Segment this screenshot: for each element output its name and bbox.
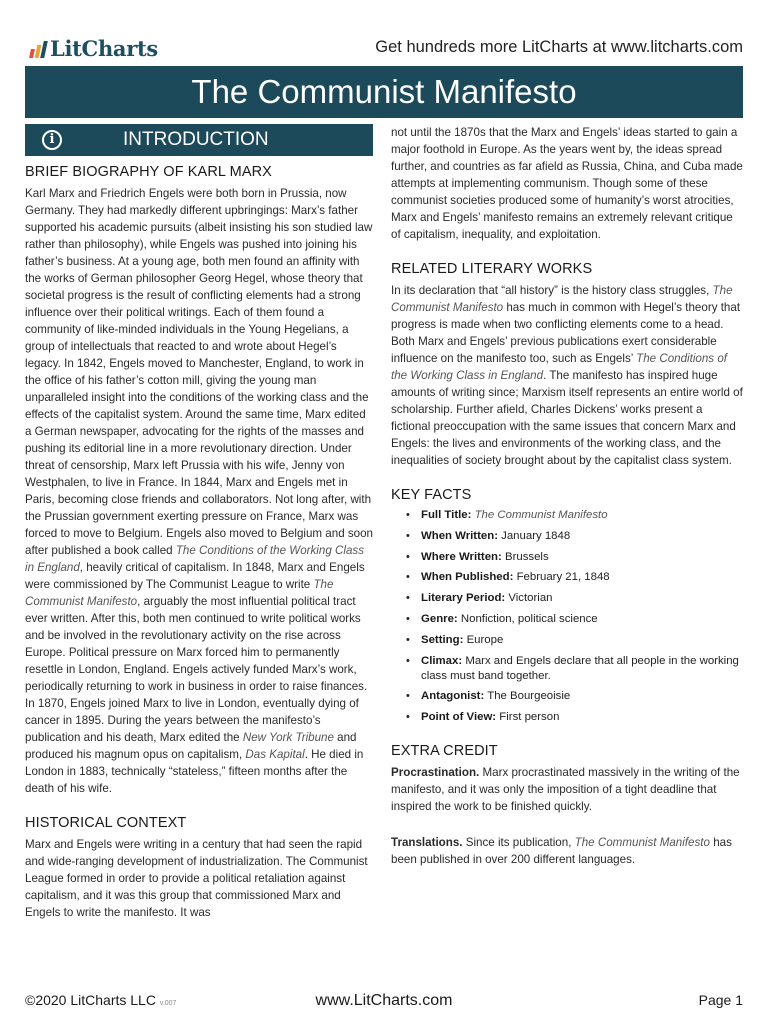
key-fact-item: • When Published: February 21, 1848 [403, 570, 743, 585]
footer [25, 992, 743, 1012]
introduction-banner [25, 124, 373, 156]
footer-page-number: Page 1 [698, 992, 743, 1008]
introduction-title: INTRODUCTION [123, 129, 269, 150]
key-fact-item: • Genre: Nonfiction, political science [403, 612, 743, 627]
key-fact-item: • Full Title: The Communist Manifesto [403, 508, 743, 523]
key-facts-heading: KEY FACTS [391, 487, 472, 503]
key-fact-item: • Point of View: First person [403, 710, 743, 725]
historical-section [25, 815, 373, 921]
footer-copyright: ©2020 LitCharts LLC v.007 [25, 992, 177, 1008]
litcharts-logo[interactable] [30, 36, 158, 61]
logo-text: LitCharts [50, 36, 158, 61]
right-column [391, 124, 743, 886]
historical-continued [391, 124, 743, 243]
left-column [25, 124, 373, 939]
related-heading: RELATED LITERARY WORKS [391, 261, 593, 277]
header-tagline: Get hundreds more LitCharts at www.litcharts.com [375, 38, 743, 56]
extra-credit-procrastination: Procrastination. Marx procrastinated massively in the writing of the manifesto, and it was only the imposition of a tight deadline that inspired the work to be finished quickly. [391, 766, 740, 814]
related-text: In its declaration that “all history” is the history class struggles, The Communist Manifesto has much in common with Hegel’s theory that progress is made when two conflicting elements come to a head. Both Marx and Engels’ previous publications exert considerable influence on the manifesto too, such as Engels’ The Conditions of the Working Class in England. The manifesto has inspired huge amounts of writing since; Marxism itself represents an entire world of scholarship. Further afield, Charles Dickens’ works present a fictional preoccupation with the same issues that concern Marx and Engels: the lives and environments of the working class, and the inequalities of society brought about by the capitalist class system. [391, 284, 743, 467]
key-facts-section [391, 487, 743, 725]
key-facts-list [403, 508, 743, 725]
related-section [391, 261, 743, 469]
historical-text-continued: not until the 1870s that the Marx and Engels’ ideas started to gain a major foothold in Europe. As the years went by, the ideas spread further, and countries as far afield as Russia, China, and Cuba made attempts at implementing communism. Though some of these communist societies produced some of humanity’s worst atrocities, Marx and Engels’ manifesto remains an extremely relevant critique of capitalism, inequality, and exploitation. [391, 126, 743, 241]
key-fact-item: • When Written: January 1848 [403, 529, 743, 544]
extra-credit-section [391, 743, 743, 868]
key-fact-item: • Setting: Europe [403, 633, 743, 648]
footer-site-link[interactable]: www.LitCharts.com [315, 992, 453, 1009]
document-title: The Communist Manifesto [25, 66, 743, 118]
key-fact-item: • Where Written: Brussels [403, 550, 743, 565]
key-fact-item: • Climax: Marx and Engels declare that all people in the working class must band together. [403, 654, 743, 684]
biography-section [25, 164, 373, 797]
info-icon: i [42, 130, 62, 150]
extra-credit-translations: Translations. Since its publication, The Communist Manifesto has been published in over 200 different languages. [391, 836, 732, 867]
logo-bars-icon [30, 40, 46, 58]
biography-heading: BRIEF BIOGRAPHY OF KARL MARX [25, 164, 272, 180]
historical-heading: HISTORICAL CONTEXT [25, 815, 187, 831]
header [25, 30, 743, 64]
biography-text: Karl Marx and Friedrich Engels were both born in Prussia, now Germany. They had markedly different upbringings: Marx’s father supported his academic pursuits (albeit insisting his son studied law rather than philosophy), while Engels was pushed into joining his father’s business. At a young age, both men found an affinity with the works of German philosopher Georg Hegel, whose theory that societal progress is the result of conflicting elements had a strong influence over their political writings. Each of them found a community of like-minded individuals in the Young Hegelians, a group of intellectuals that reacted to and wrote about Hegel’s legacy. In 1842, Engels moved to Manchester, England, to work in the office of his father’s cotton mill, giving the young man unparalleled insight into the conditions of the working class and the effects of the capitalist system. Around the same time, Marx edited a German newspaper, advocating for the rights of the masses and pushing its editorial line in a more revolutionary direction. Under threat of censorship, Marx left Prussia with his wife, Jenny von Westphalen, to live in France. In 1844, Marx and Engels met in Paris, becoming close friends and collaborators. Not long after, with the Prussian government exerting pressure on France, Marx was forced to move to Belgium. Engels also moved to Belgium and soon after published a book called The Conditions of the Working Class in England, heavily critical of capitalism. In 1848, Marx and Engels were commissioned by The Communist League to write The Communist Manifesto, arguably the most influential political tract ever written. After this, both men continued to write political works and be involved in the revolutionary activity on the rise across Europe. Political pressure on Marx forced him to permanently resettle in London, England. Engels actively funded Marx’s work, periodically returning to work in business in order to raise finances. In 1870, Engels joined Marx to live in London, eventually dying of cancer in 1895. During the years between the manifesto’s publication and his death, Marx edited the New York Tribune and produced his magnum opus on capitalism, Das Kapital. He died in London in 1883, technically “stateless,” fifteen months after the death of his wife. [25, 187, 374, 795]
extra-credit-heading: EXTRA CREDIT [391, 743, 498, 760]
historical-text: Marx and Engels were writing in a century that had seen the rapid and wide-ranging development of industrialization. The Communist League formed in order to provide a political retaliation against capitalism, and it was this group that commissioned Marx and Engels to write the manifesto. It was [25, 838, 368, 919]
key-fact-item: • Antagonist: The Bourgeoisie [403, 689, 743, 704]
key-fact-item: • Literary Period: Victorian [403, 591, 743, 606]
